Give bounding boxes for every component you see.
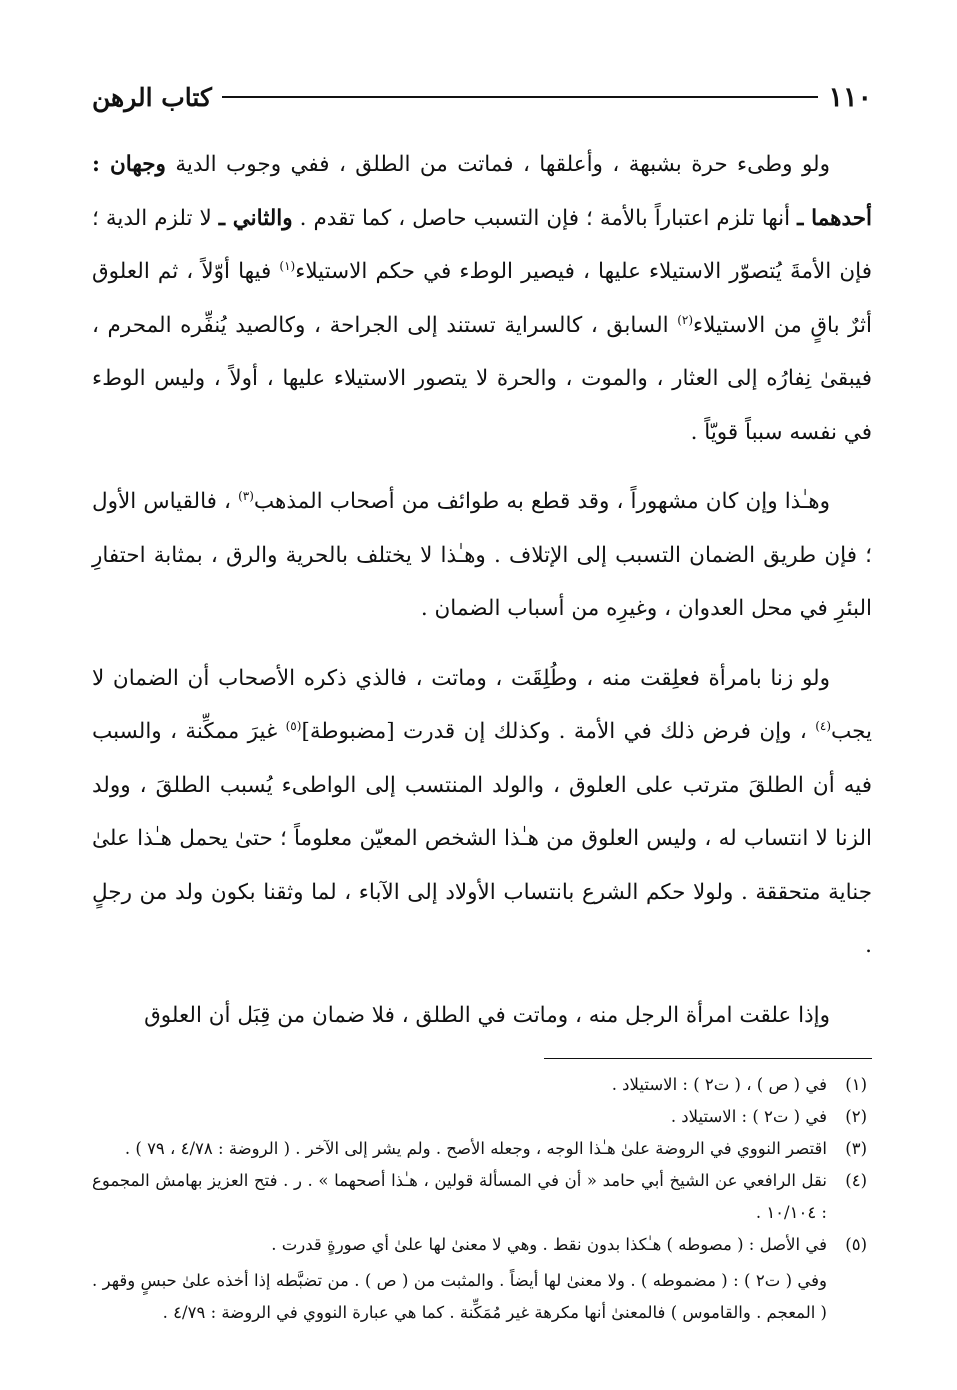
footnotes	[92, 1069, 867, 1329]
footnote-ref[interactable]: (٢)	[677, 312, 694, 327]
footnote	[92, 1133, 867, 1165]
footnote	[92, 1101, 867, 1133]
footnote-text: في ( ص ) ، ( ت٢ ) : الاستيلاد .	[611, 1075, 827, 1094]
footnote-number: (١)	[845, 1075, 867, 1094]
footnote	[92, 1069, 867, 1101]
paragraph: وإذا علقت امرأة الرجل منه ، وماتت في الطلق ، فلا ضمان من قِبَل أن العلوق	[144, 1002, 830, 1028]
paragraph: وهـٰذا وإن كان مشهوراً ، وقد قطع به طوائف من أصحاب المذهب$^{(٣)}$ ، فالقياس الأول ؛ فإن طريق الضمان التسبب إلى الإتلاف . وهـٰذا لا يختلف بالحرية والرق ، بمثابة احتفارِ البئرِ في محل العدوان ، وغيرِه من أسباب الضمان .	[92, 488, 872, 621]
bold-term: أحدهما ـ	[797, 205, 873, 231]
footnote-ref[interactable]: (٤)	[815, 718, 832, 733]
body-text	[92, 138, 872, 1042]
book-title: كتاب الرهن	[92, 82, 212, 112]
footnote-text: في الأصل : ( مصوطه ) هـٰكذا بدون نقط . وهي لا معنىٰ لها علىٰ أي صورةٍ قدرت .	[271, 1235, 827, 1254]
page-number: ١١٠	[828, 81, 872, 113]
header-rule	[222, 96, 819, 98]
footnote	[92, 1229, 867, 1261]
footnote-number: (٢)	[845, 1107, 867, 1126]
footnote-ref[interactable]: (٥)	[285, 718, 302, 733]
paragraph: ولو زنا بامرأة فعلِقت منه ، وطُلِقَت ، وماتت ، فالذي ذكره الأصحاب أن الضمان لا يجب$^{(٤)}$ ، وإن فرض ذلك في الأمة . وكذلك إن قدرت [مضبوطة]$^{(٥)}$ غيرَ ممكِّنة ، والسبب فيه أن الطلقَ مترتب على العلوق ، والولد المنتسب إلى الواطىء يُسبب الطلقَ ، وولد الزنا لا انتساب له ، وليس العلوق من هـٰذا الشخص المعيّن معلوماً ؛ حتىٰ يحمل هـٰذا علىٰ جناية متحققة . ولولا حكم الشرع بانتساب الأولاد إلى الآباء ، لما وثقنا بكون ولد من رجلٍ .	[92, 665, 872, 958]
bold-term: وجهان :	[92, 152, 166, 177]
footnote-text: نقل الرافعي عن الشيخ أبي حامد « أن في المسألة قولين ، هـٰذا أصحهما » . ر . فتح العزيز بهامش المجموع : ١٠/١٠٤ .	[92, 1171, 827, 1222]
footnote-number: (٣)	[845, 1139, 867, 1158]
footnote-number: (٤)	[845, 1171, 867, 1190]
footnote-ref[interactable]: (٣)	[238, 488, 254, 503]
footnote-text: في ( ت٢ ) : الاستيلاد .	[670, 1107, 827, 1126]
paragraph: ولو وطىء حرة بشبهة ، وأعلقها ، فماتت من الطلق ، ففي وجوب الدية وجهان : أحدهما ـ أنها تلزم اعتباراً بالأمة ؛ فإن التسبب حاصل ، كما تقدم . والثاني ـ لا تلزم الدية ؛ فإن الأمةَ يُتصوّر الاستيلاء عليها ، فيصير الوطء في حكم الاستيلاء$^{(١)}$ فيها أوّلاً ، ثم العلوق أثرٌ باقٍ من الاستيلاء$^{(٢)}$ السابق ، كالسراية تستند إلى الجراحة ، وكالصيد يُنفِّره المحرم ، فيبقىٰ نِفارُه إلى العثار ، والموت ، والحرة لا يتصور الاستيلاء عليها ، أولاً ، وليس الوطء في نفسه سبباً قويّاً .	[92, 152, 873, 445]
footnote-ref[interactable]: (١)	[279, 258, 296, 273]
footnote-number: (٥)	[845, 1235, 867, 1254]
footnote-continuation: وفي ( ت٢ ) : ( مضموطه ) . ولا معنىٰ لها أيضاً . والمثبت من ( ص ) . من تضبَّطه إذا أخذه علىٰ حبسٍ وقهر . ( المعجم . والقاموس ) فالمعنىٰ أنها مكرهة غير مُمَكِّنة . كما هي عبارة النووي في الروضة : ٤/٧٩ .	[92, 1271, 827, 1322]
footnote-divider	[544, 1058, 872, 1059]
footnote-text: اقتصر النووي في الروضة علىٰ هـٰذا الوجه ، وجعله الأصح . ولم يشر إلى الآخر . ( الروضة : ٤/٧٨ ، ٧٩ ) .	[124, 1139, 827, 1158]
book-page	[92, 72, 872, 1329]
bold-term: والثاني ـ	[218, 205, 293, 231]
page-header	[92, 72, 872, 122]
footnote	[92, 1165, 867, 1229]
